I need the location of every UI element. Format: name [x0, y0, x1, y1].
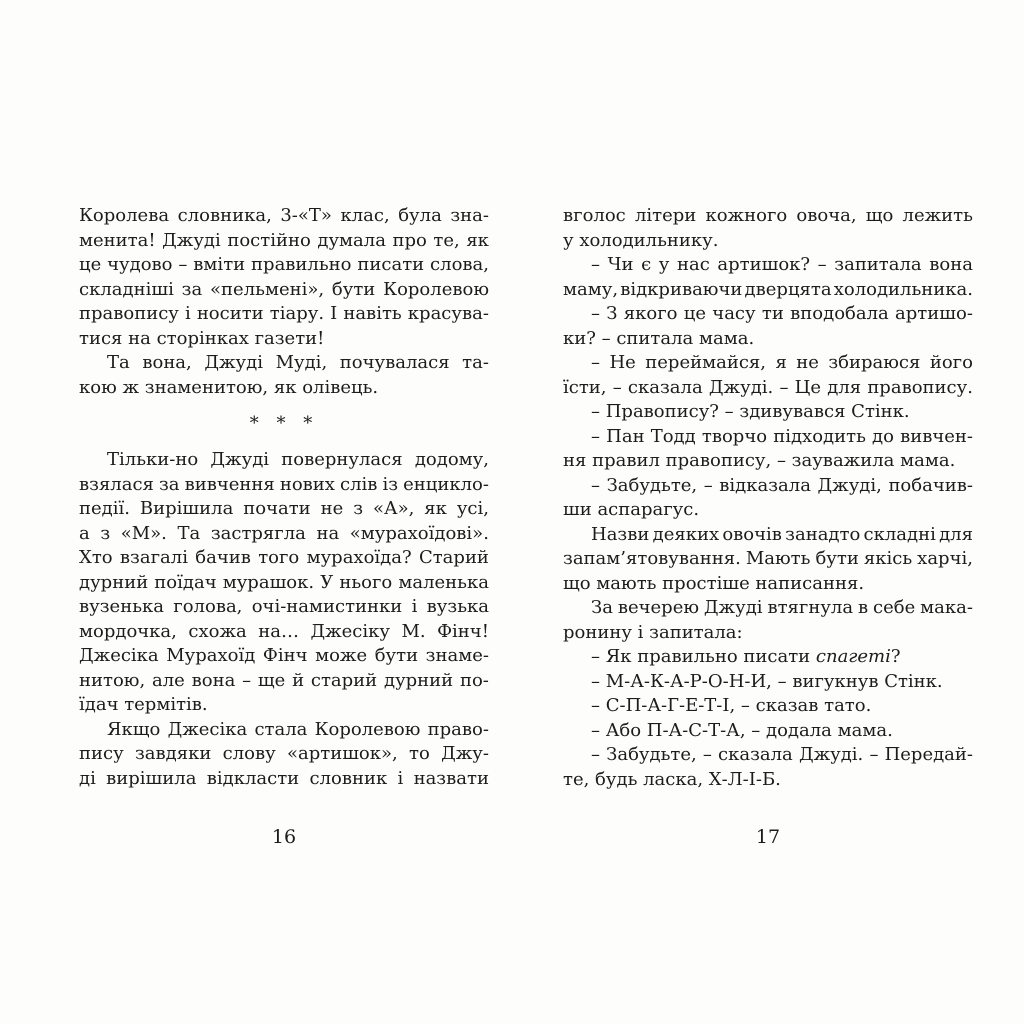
text-line: – Забудьте, – сказала Джуді. – Передай- — [591, 744, 973, 765]
text-line: – Забудьте, – відказала Джуді, побачив- — [591, 474, 973, 496]
text-line: пису завдяки слову «артишок», то Джу- — [79, 743, 489, 764]
text-line: Королева словника, 3-«Т» клас, була зна- — [79, 205, 489, 226]
text-line: взялася за вивчення нових слів із енцикло- — [79, 473, 489, 495]
text-line: тися на сторінках газети! — [79, 327, 325, 349]
page-number-right: 17 — [755, 826, 781, 848]
text-line: – Правопису? – здивувався Стінк. — [591, 401, 910, 422]
page-number-left: 16 — [271, 826, 297, 848]
text-line: вголос літери кожного овоча, що лежить — [563, 205, 973, 226]
right-page-text — [563, 204, 973, 792]
text-line: що мають простіше написання. — [563, 572, 865, 594]
text-line: педії. Вирішила почати не з «А», як усі, — [79, 498, 489, 519]
text-line: ня правил правопису, – зауважила мама. — [563, 450, 956, 471]
text-line: – Як правильно писати спагеті? — [591, 646, 901, 667]
text-line: у холодильнику. — [563, 229, 719, 251]
text-line: мордочка, схожа на… Джесіку М. Фінч! — [79, 620, 489, 642]
text-line: їсти, – сказала Джуді. – Це для правопису. — [563, 376, 973, 398]
text-line: ки? – спитала мама. — [563, 327, 755, 349]
text-line: складніші за «пельмені», бути Королевою — [79, 278, 489, 300]
text-line: – З якого це часу ти вподобала артишо- — [591, 303, 973, 324]
text-line: правопису і носити тіару. І навіть красува- — [79, 303, 489, 324]
text-line: нитою, але вона – ще й старий дурний по- — [79, 669, 489, 691]
text-line: вузенька голова, очі-намистинки і вузька — [79, 596, 489, 617]
text-line: Та вона, Джуді Муді, почувалася та- — [107, 352, 489, 373]
text-line: а з «М». Та застрягла на «мурахоїдові». — [79, 522, 489, 544]
text-line: – Чи є у нас артишок? – запитала вона — [591, 254, 973, 275]
text-line: За вечерею Джуді втягнула в себе мака- — [591, 597, 973, 618]
text-line: ді вирішила відкласти словник і назвати — [79, 767, 489, 789]
text-line: кою ж знаменитою, як олівець. — [79, 376, 379, 398]
text-line: Хто взагалі бачив того мурахоїда? Старий — [79, 547, 489, 568]
left-page-text — [79, 204, 489, 791]
text-line: менита! Джуді постійно думала про те, як — [79, 229, 489, 251]
text-line: ронину і запитала: — [563, 621, 743, 643]
text-line: – Пан Тодд творчо підходить до вивчен- — [591, 425, 973, 447]
text-line: – Не переймайся, я не збираюся його — [591, 352, 973, 373]
text-line: – М-А-К-А-Р-О-Н-И, – вигукнув Стінк. — [591, 670, 943, 692]
text-line: це чудово – вміти правильно писати слова, — [79, 254, 489, 275]
text-line: Тільки-но Джуді повернулася додому, — [107, 449, 489, 470]
text-line: Назви деяких овочів занадто складні для — [591, 523, 973, 545]
text-line: їдач термітів. — [79, 694, 208, 715]
text-line: – С-П-А-Г-Е-Т-І, – сказав тато. — [591, 695, 872, 716]
text-line: маму, відкриваючи дверцята холодильника. — [563, 278, 973, 300]
section-separator: * * * — [249, 413, 319, 434]
text-line: те, будь ласка, Х-Л-І-Б. — [563, 768, 781, 790]
text-line: Джесіка Мурахоїд Фінч може бути знаме- — [79, 645, 489, 666]
text-line: – Або П-А-С-Т-А, – додала мама. — [591, 719, 893, 741]
text-line: ши аспарагус. — [563, 499, 700, 520]
text-line: Якщо Джесіка стала Королевою право- — [107, 718, 489, 740]
text-line: запам’ятовування. Мають бути якісь харчі, — [563, 548, 973, 569]
text-line: дурний поїдач мурашок. У нього маленька — [79, 571, 489, 593]
